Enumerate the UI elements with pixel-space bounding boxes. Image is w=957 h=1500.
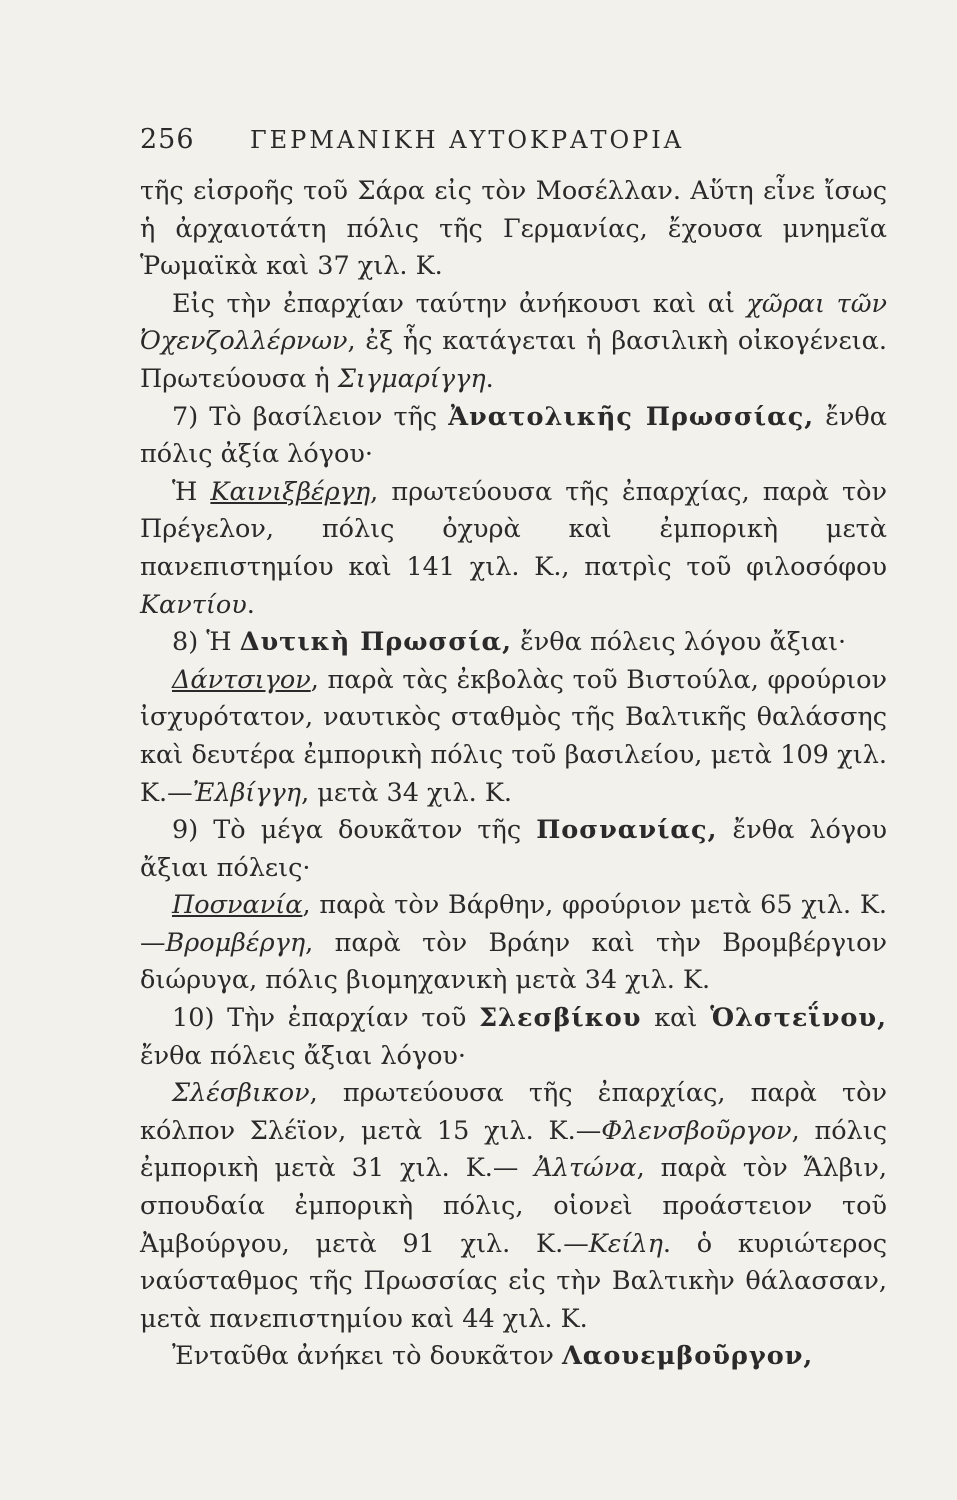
page-header <box>140 124 887 155</box>
paragraph-schleswig-cities: Σλέσβικον, πρωτεύουσα τῆς ἐπαρχίας, παρὰ τὸν κόλπον Σλέϊον, μετὰ 15 χιλ. Κ.—Φλενσβοῦργον, πόλις ἐμπορικὴ μετὰ 31 χιλ. Κ.— Ἀλτώνα, παρὰ τὸν Ἄλβιν, σπουδαία ἐμπορικὴ πόλις, οἱονεὶ προάστειον τοῦ Ἀμβούργου, μετὰ 91 χιλ. Κ.—Κείλη. ὁ κυριώτερος ναύσταθμος τῆς Πρωσσίας εἰς τὴν Βαλτικὴν θάλασσαν, μετὰ πανεπιστημίου καὶ 44 χιλ. Κ. <box>140 1078 887 1334</box>
region-heading: Δυτικὴ Πρωσσία, <box>239 627 512 658</box>
paragraph-hohenzollern: Εἰς τὴν ἐπαρχίαν ταύτην ἀνήκουσι καὶ αἱ χῶραι τῶν Ὀχενζολλέρνων, ἐξ ἧς κατάγεται ἡ βασιλικὴ οἰκογένεια. Πρωτεύουσα ἡ Σιγμαρίγγη. <box>140 288 887 394</box>
region-heading: Ἀνατολικῆς Πρωσσίας, <box>448 401 815 432</box>
place-name: Ἀλτώνα <box>534 1153 637 1184</box>
place-name: Σλέσβικον <box>172 1078 310 1109</box>
region-heading: Λαουεμβοῦργον, <box>562 1341 814 1372</box>
region-heading: Ποσνανίας, <box>536 815 718 846</box>
place-name: Δάντσιγον <box>172 664 311 695</box>
paragraph-east-prussia: 7) Τὸ βασίλειον τῆς Ἀνατολικῆς Πρωσσίας, ἔνθα πόλις ἀξία λόγου· <box>140 401 887 470</box>
running-head: ΓΕΡΜΑΝΙΚΗ ΑΥΤΟΚΡΑΤΟΡΙΑ <box>250 126 685 154</box>
place-name: Κείλη <box>588 1228 663 1259</box>
region-heading: Ὁλστεΐνου, <box>710 1003 887 1034</box>
body-text <box>140 173 887 1376</box>
place-name: χῶραι τῶν Ὀχενζολλέρνων <box>140 288 887 357</box>
paragraph-schleswig-holstein: 10) Τὴν ἐπαρχίαν τοῦ Σλεσβίκου καὶ Ὁλστεΐνου, ἔνθα πόλεις ἄξιαι λόγου· <box>140 1003 887 1071</box>
region-heading: Σλεσβίκου <box>479 1003 642 1034</box>
paragraph-lauenburg: Ἐνταῦθα ἀνήκει τὸ δουκᾶτον Λαουεμβοῦργον, <box>172 1341 814 1372</box>
person-name: Καντίου <box>140 589 247 620</box>
paragraph-west-prussia: 8) Ἡ Δυτικὴ Πρωσσία, ἔνθα πόλεις λόγου ἄξιαι· <box>172 627 847 658</box>
paragraph-koenigsberg: Ἡ Καινιξβέργη, πρωτεύουσα τῆς ἐπαρχίας, παρὰ τὸν Πρέγελον, πόλις ὀχυρὰ καὶ ἐμπορικὴ μετὰ πανεπιστημίου καὶ 141 χιλ. Κ., πατρὶς τοῦ φιλοσόφου Καντίου. <box>140 476 887 620</box>
place-name: Φλενσβοῦργον <box>601 1115 792 1146</box>
paragraph-posen-duchy: 9) Τὸ μέγα δουκᾶτον τῆς Ποσνανίας, ἔνθα λόγου ἄξιαι πόλεις· <box>140 815 888 883</box>
paragraph-danzig: Δάντσιγον, παρὰ τὰς ἐκβολὰς τοῦ Βιστούλα, φρούριον ἰσχυρότατον, ναυτικὸς σταθμὸς τῆς Βαλτικῆς θαλάσσης καὶ δευτέρα ἐμπορικὴ πόλις τοῦ βασιλείου, μετὰ 109 χιλ. Κ.—Ἐλβίγγη, μετὰ 34 χιλ. Κ. <box>140 664 887 808</box>
place-name: Σιγμαρίγγη <box>337 363 486 394</box>
place-name: Βρομβέργη <box>165 927 306 958</box>
place-name: Ἐλβίγγη <box>192 777 302 808</box>
paragraph-posen: Ποσνανία, παρὰ τὸν Βάρθην, φρούριον μετὰ 65 χιλ. Κ.—Βρομβέργη, παρὰ τὸν Βράην καὶ τὴν Βρομβέργιον διώρυγα, πόλις βιομηχανικὴ μετὰ 34 χιλ. Κ. <box>140 890 887 996</box>
place-name: Ποσνανία <box>172 890 303 921</box>
place-name: Καινιξβέργη <box>210 476 371 507</box>
paragraph-trier: τῆς εἰσροῆς τοῦ Σάρα εἰς τὸν Μοσέλλαν. Αὕτη εἶνε ἴσως ἡ ἀρχαιοτάτη πόλις τῆς Γερμανίας, ἔχουσα μνημεῖα Ῥωμαϊκὰ καὶ 37 χιλ. Κ. <box>140 176 887 282</box>
page-number: 256 <box>140 124 195 155</box>
